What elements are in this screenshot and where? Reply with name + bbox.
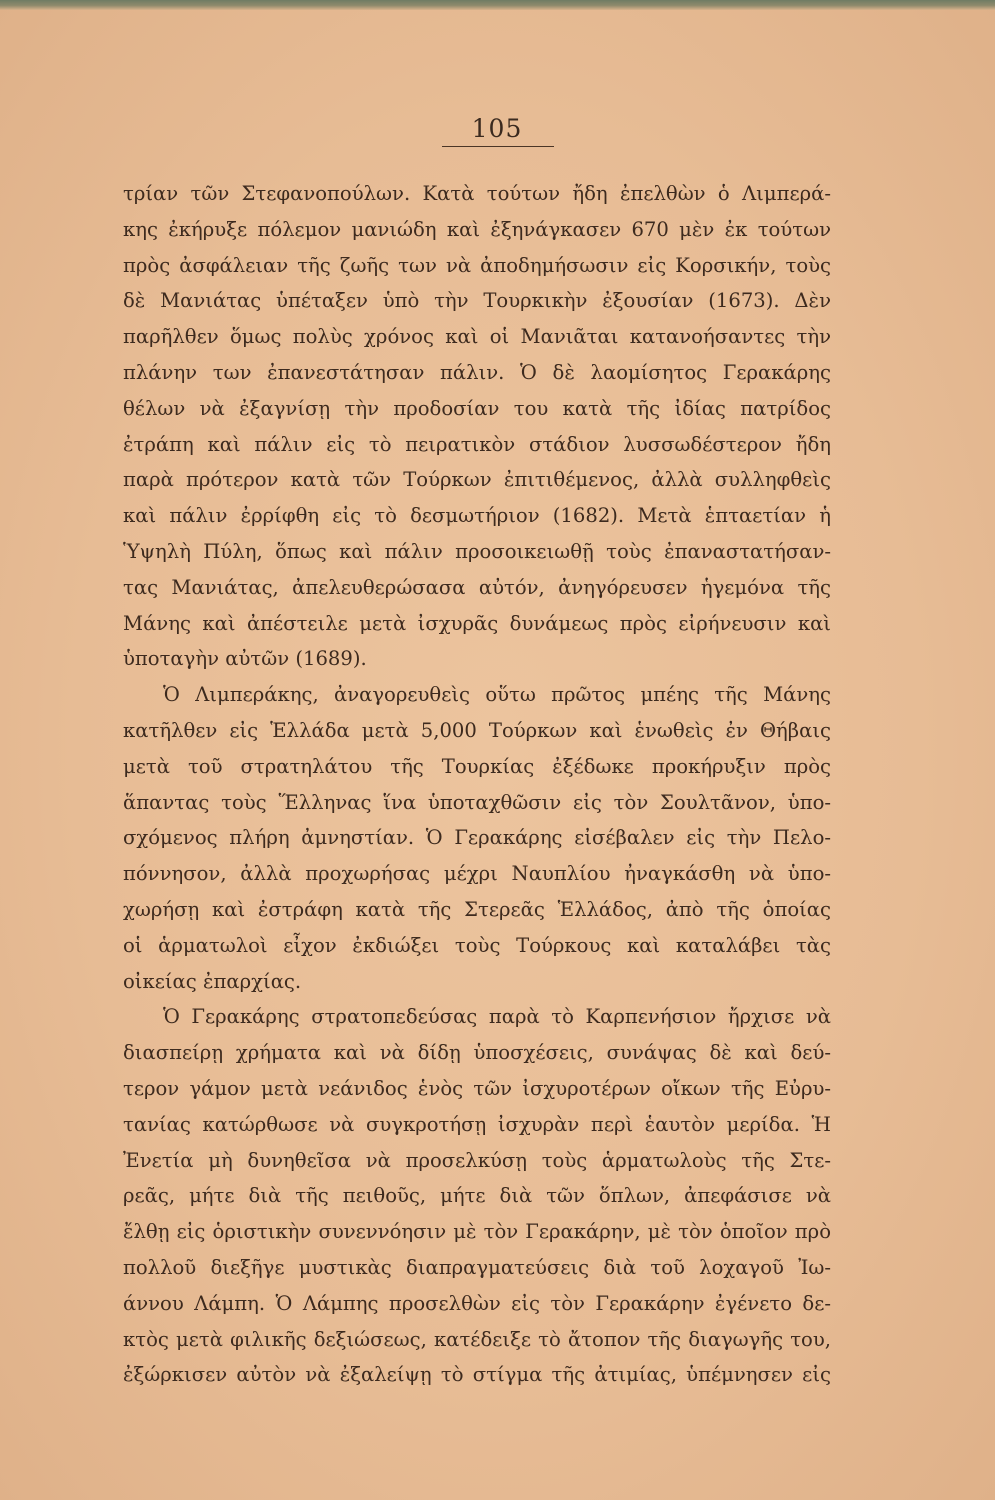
text-line: ρεᾶς, μήτε διὰ τῆς πειθοῦς, μήτε διὰ τῶν ὅπλων, ἀπεφάσισε νὰ [123, 1184, 831, 1208]
text-line: πολλοῦ διεξῆγε μυστικὰς διαπραγματεύσεις διὰ τοῦ λοχαγοῦ Ἰω- [123, 1255, 831, 1279]
text-line: διασπείρῃ χρήματα καὶ νὰ δίδῃ ὑποσχέσεις, συνάψας δὲ καὶ δεύ- [123, 1041, 831, 1065]
text-line: Ὑψηλὴ Πύλη, ὅπως καὶ πάλιν προσοικειωθῇ τοὺς ἐπαναστατήσαν- [123, 539, 831, 563]
text-line: πόννησον, ἀλλὰ προχωρήσας μέχρι Ναυπλίου ἠναγκάσθη νὰ ὑπο- [123, 862, 831, 886]
text-line: τανίας κατώρθωσε νὰ συγκροτήσῃ ἰσχυρὰν περὶ ἑαυτὸν μερίδα. Ἡ [123, 1112, 831, 1136]
text-line: τερον γάμον μετὰ νεάνιδος ἑνὸς τῶν ἰσχυροτέρων οἴκων τῆς Εὐρυ- [123, 1076, 831, 1100]
text-line: Ὁ Γερακάρης στρατοπεδεύσας παρὰ τὸ Καρπενήσιον ἤρχισε νὰ [163, 1005, 831, 1029]
text-line: οἰκείας ἐπαρχίας. [123, 969, 302, 993]
text-line: ὑποταγὴν αὐτῶν (1689). [123, 647, 367, 671]
scan-edge-band [0, 0, 995, 10]
text-line: ἔλθῃ εἰς ὁριστικὴν συνεννόησιν μὲ τὸν Γερακάρην, μὲ τὸν ὁποῖον πρὸ [123, 1220, 831, 1244]
text-line: τρίαν τῶν Στεφανοπούλων. Κατὰ τούτων ἤδη ἐπελθὼν ὁ Λιμπερά- [123, 182, 831, 205]
text-line: μετὰ τοῦ στρατηλάτου τῆς Τουρκίας ἐξέδωκε προκήρυξιν πρὸς [123, 754, 831, 778]
text-line: πλάνην των ἐπανεστάτησαν πάλιν. Ὁ δὲ λαομίσητος Γερακάρης [123, 360, 831, 384]
text-line: χωρήσῃ καὶ ἐστράφη κατὰ τῆς Στερεᾶς Ἑλλάδος, ἀπὸ τῆς ὁποίας [123, 897, 831, 921]
text-line: καὶ πάλιν ἐρρίφθη εἰς τὸ δεσμωτήριον (1682). Μετὰ ἑπταετίαν ἡ [123, 504, 831, 528]
header-rule [442, 146, 554, 147]
text-line: οἱ ἁρματωλοὶ εἶχον ἐκδιώξει τοὺς Τούρκους καὶ καταλάβει τὰς [123, 933, 831, 957]
text-line: Μάνης καὶ ἀπέστειλε μετὰ ἰσχυρᾶς δυνάμεως πρὸς εἰρήνευσιν καὶ [123, 611, 831, 635]
text-line: τας Μανιάτας, ἀπελευθερώσασα αὐτόν, ἀνηγόρευσεν ἡγεμόνα τῆς [123, 575, 831, 599]
page-number: 105 [471, 114, 523, 143]
text-line: κατῆλθεν εἰς Ἑλλάδα μετὰ 5,000 Τούρκων καὶ ἑνωθεὶς ἐν Θήβαις [123, 718, 831, 742]
text-line: δὲ Μανιάτας ὑπέταξεν ὑπὸ τὴν Τουρκικὴν ἐξουσίαν (1673). Δὲν [123, 289, 831, 313]
text-line: άννου Λάμπη. Ὁ Λάμπης προσελθὼν εἰς τὸν Γερακάρην ἐγένετο δε- [123, 1291, 831, 1315]
text-line: σχόμενος πλήρη ἀμνηστίαν. Ὁ Γερακάρης εἰσέβαλεν εἰς τὴν Πελο- [123, 826, 831, 850]
text-line: ἅπαντας τοὺς Ἕλληνας ἵνα ὑποταχθῶσιν εἰς τὸν Σουλτᾶνον, ὑπο- [123, 790, 831, 814]
text-line: Ἐνετία μὴ δυνηθεῖσα νὰ προσελκύσῃ τοὺς ἁρματωλοὺς τῆς Στε- [123, 1148, 831, 1172]
text-line: κης ἐκήρυξε πόλεμον μανιώδη καὶ ἐξηνάγκασεν 670 μὲν ἐκ τούτων [123, 217, 831, 241]
text-line: παρῆλθεν ὅμως πολὺς χρόνος καὶ οἱ Μανιᾶται κατανοήσαντες τὴν [123, 325, 831, 349]
text-line: κτὸς μετὰ φιλικῆς δεξιώσεως, κατέδειξε τὸ ἄτοπον τῆς διαγωγῆς του, [123, 1327, 831, 1351]
text-line: ἐτράπη καὶ πάλιν εἰς τὸ πειρατικὸν στάδιον λυσσωδέστερον ἤδη [123, 432, 831, 456]
text-line: πρὸς ἀσφάλειαν τῆς ζωῆς των νὰ ἀποδημήσωσιν εἰς Κορσικήν, τοὺς [123, 253, 831, 277]
text-line: Ὁ Λιμπεράκης, ἀναγορευθεὶς οὕτω πρῶτος μπέης τῆς Μάνης [163, 683, 831, 707]
text-line: ἐξώρκισεν αὐτὸν νὰ ἐξαλείψῃ τὸ στίγμα τῆς ἀτιμίας, ὑπέμνησεν εἰς [123, 1363, 831, 1387]
text-line: θέλων νὰ ἐξαγνίσῃ τὴν προδοσίαν του κατὰ τῆς ἰδίας πατρίδος [123, 396, 831, 420]
text-line: παρὰ πρότερον κατὰ τῶν Τούρκων ἐπιτιθέμενος, ἀλλὰ συλληφθεὶς [123, 468, 831, 492]
body-text [123, 176, 831, 1393]
